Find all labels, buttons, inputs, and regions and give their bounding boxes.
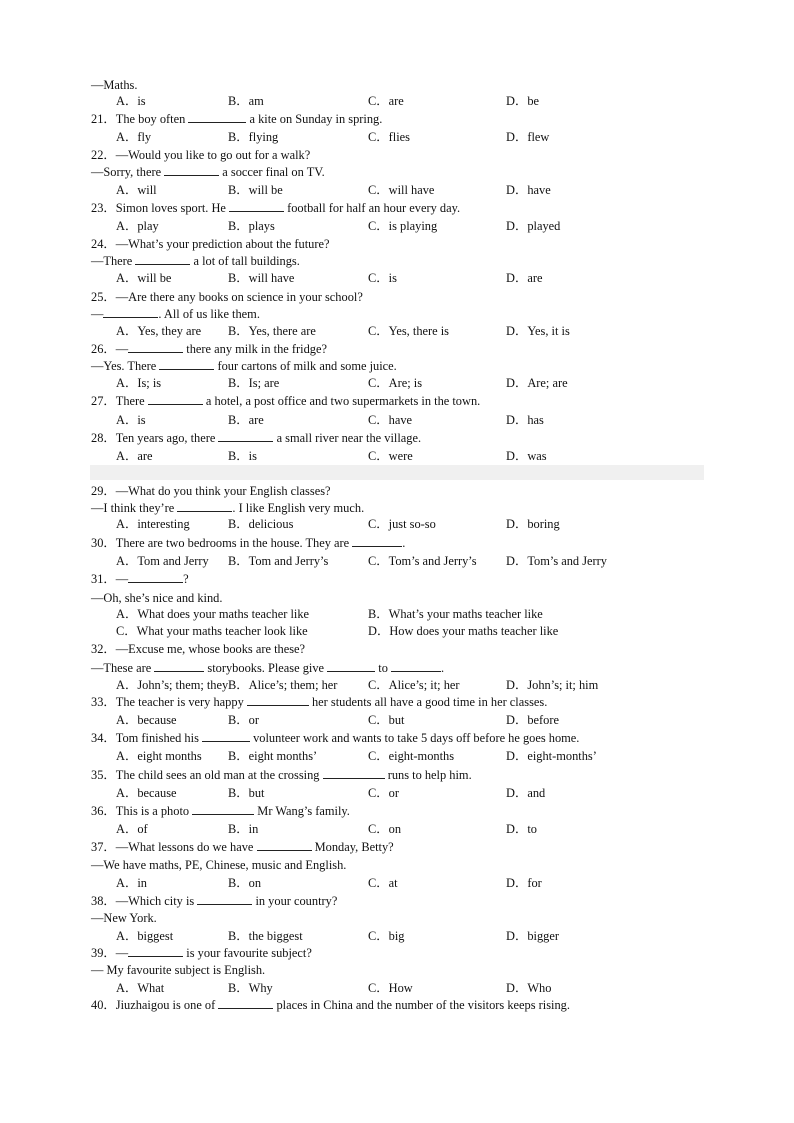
question-text: 24．—What’s your prediction about the future? (91, 237, 330, 251)
question-text: 21．The boy often (91, 112, 189, 126)
question-option: C．will have (368, 183, 435, 197)
question-option: B．will be (228, 183, 283, 197)
question-line (91, 730, 579, 746)
answer-blank (257, 839, 312, 851)
question-option: A．eight months (116, 749, 202, 763)
question-option: D．boring (506, 517, 560, 531)
question-text: 30．There are two bedrooms in the house. They are (91, 536, 353, 550)
question-option: D．has (506, 413, 544, 427)
question-text: — My favourite subject is English. (91, 963, 266, 977)
question-option: D．are (506, 271, 543, 285)
question-line (91, 571, 189, 587)
question-line (91, 341, 327, 357)
question-option: B．plays (228, 219, 275, 233)
question-option: A．are (116, 449, 153, 463)
question-text: 27．There (91, 394, 148, 408)
question-option: B．flying (228, 130, 279, 144)
question-option: D．for (506, 876, 542, 890)
question-option: B．Tom and Jerry’s (228, 554, 329, 568)
question-option: D．was (506, 449, 547, 463)
question-option: D．before (506, 713, 559, 727)
lead-option: D．be (506, 94, 540, 108)
question-text: four cartons of milk and some juice. (214, 359, 397, 373)
question-text: —There (91, 254, 136, 268)
answer-blank (202, 730, 250, 742)
question-text: 36．This is a photo (91, 804, 193, 818)
question-option: A．because (116, 786, 177, 800)
question-option: B．Alice’s; them; her (228, 678, 338, 692)
question-line: —Maths. (91, 78, 138, 92)
answer-blank (128, 341, 183, 353)
question-option: D．Are; are (506, 376, 568, 390)
question-option: C．Alice’s; it; her (368, 678, 460, 692)
question-text: in your country? (252, 894, 338, 908)
answer-blank (103, 306, 158, 318)
question-line (91, 839, 394, 855)
question-option: B．in (228, 822, 259, 836)
question-option: B．the biggest (228, 929, 303, 943)
question-option: A．of (116, 822, 148, 836)
question-option: A．is (116, 413, 146, 427)
section-separator (90, 465, 704, 480)
question-option: D．to (506, 822, 537, 836)
question-line (91, 147, 310, 163)
question-option: C．big (368, 929, 405, 943)
question-text: a small river near the village. (273, 431, 422, 445)
question-text: runs to help him. (384, 768, 472, 782)
question-text: 38．—Which city is (91, 894, 198, 908)
question-text: —New York. (91, 911, 157, 925)
question-option: A．interesting (116, 517, 190, 531)
question-option: A．John’s; them; they (116, 678, 229, 692)
question-option: A．play (116, 219, 159, 233)
question-line (91, 358, 397, 374)
question-text: volunteer work and wants to take 5 days off before he goes home. (250, 731, 580, 745)
question-option: C．What your maths teacher look like (116, 624, 308, 638)
question-text: 29．—What do you think your English classes? (91, 484, 331, 498)
question-text: a lot of tall buildings. (190, 254, 300, 268)
answer-blank (148, 393, 203, 405)
lead-option: B．am (228, 94, 264, 108)
question-option: C．but (368, 713, 405, 727)
question-line (91, 500, 364, 516)
question-option: A．will (116, 183, 157, 197)
question-option: D．Who (506, 981, 552, 995)
question-text: —Yes. There (91, 359, 160, 373)
question-line (91, 236, 329, 252)
question-line (91, 962, 265, 978)
question-option: D．eight-months’ (506, 749, 597, 763)
question-line (91, 857, 346, 873)
question-line (91, 893, 337, 909)
question-line (91, 111, 382, 127)
question-option: C．Yes, there is (368, 324, 450, 338)
answer-blank (218, 997, 273, 1009)
question-option: A．will be (116, 271, 172, 285)
question-option: D．played (506, 219, 561, 233)
question-line (91, 910, 157, 926)
question-text: a hotel, a post office and two supermarkets in the town. (202, 394, 481, 408)
question-option: B．will have (228, 271, 295, 285)
answer-blank (154, 660, 204, 672)
question-line (91, 200, 460, 216)
question-option: C．is (368, 271, 397, 285)
question-option: C．Are; is (368, 376, 423, 390)
question-text: a soccer final on TV. (219, 165, 325, 179)
question-option: A．biggest (116, 929, 174, 943)
question-option: A．What does your maths teacher like (116, 607, 310, 621)
answer-blank (164, 164, 219, 176)
answer-blank (159, 358, 214, 370)
question-line (91, 660, 444, 676)
answer-blank (177, 500, 232, 512)
answer-blank (218, 430, 273, 442)
question-text: 22．—Would you like to go out for a walk? (91, 148, 311, 162)
question-option: B．is (228, 449, 257, 463)
question-option: B．but (228, 786, 265, 800)
question-line (91, 767, 472, 783)
question-line (91, 289, 363, 305)
question-text: —These are (91, 661, 155, 675)
question-line (91, 253, 300, 269)
question-text: . I like English very much. (232, 501, 365, 515)
question-option: C．Tom’s and Jerry’s (368, 554, 477, 568)
question-text: — (91, 307, 104, 321)
question-text: —Oh, she’s nice and kind. (91, 591, 223, 605)
question-option: D．flew (506, 130, 550, 144)
question-option: B．eight months’ (228, 749, 318, 763)
question-text: 39．— (91, 946, 129, 960)
question-option: B．are (228, 413, 264, 427)
question-option: D．Yes, it is (506, 324, 570, 338)
question-text: is your favourite subject? (183, 946, 312, 960)
question-text: Mr Wang’s family. (254, 804, 350, 818)
question-option: B．delicious (228, 517, 294, 531)
question-option: B．What’s your maths teacher like (368, 607, 543, 621)
question-text: —We have maths, PE, Chinese, music and English. (91, 858, 347, 872)
answer-blank (323, 767, 385, 779)
question-option: D．How does your maths teacher like (368, 624, 559, 638)
question-text: 37．—What lessons do we have (91, 840, 257, 854)
answer-blank (247, 694, 309, 706)
answer-blank (352, 535, 402, 547)
question-option: C．How (368, 981, 413, 995)
question-line (91, 306, 260, 322)
question-option: C．is playing (368, 219, 438, 233)
answer-blank (128, 571, 183, 583)
question-option: D．and (506, 786, 546, 800)
question-option: C．eight-months (368, 749, 455, 763)
answer-blank (197, 893, 252, 905)
question-line (91, 535, 405, 551)
question-option: C．were (368, 449, 413, 463)
question-line (91, 641, 305, 657)
question-option: B．Yes, there are (228, 324, 316, 338)
question-option: D．bigger (506, 929, 559, 943)
question-text: 34．Tom finished his (91, 731, 202, 745)
question-text: ? (183, 572, 189, 586)
question-option: D．John’s; it; him (506, 678, 599, 692)
question-text: . All of us like them. (158, 307, 260, 321)
question-option: C．or (368, 786, 399, 800)
question-text: 33．The teacher is very happy (91, 695, 247, 709)
question-text: football for half an hour every day. (284, 201, 461, 215)
question-option: B．on (228, 876, 262, 890)
question-text: 40．Jiuzhaigou is one of (91, 998, 219, 1012)
question-option: A．in (116, 876, 147, 890)
question-text: —I think they’re (91, 501, 178, 515)
question-text: storybooks. Please give (204, 661, 328, 675)
question-text: 28．Ten years ago, there (91, 431, 219, 445)
question-option: D．Tom’s and Jerry (506, 554, 607, 568)
question-option: A．fly (116, 130, 152, 144)
question-line (91, 393, 480, 409)
answer-blank (229, 200, 284, 212)
answer-blank (192, 803, 254, 815)
question-text: . (402, 536, 406, 550)
answer-blank (128, 945, 183, 957)
question-text: 35．The child sees an old man at the crossing (91, 768, 323, 782)
question-option: A．because (116, 713, 177, 727)
question-option: A．What (116, 981, 165, 995)
question-option: A．Tom and Jerry (116, 554, 209, 568)
question-option: C．at (368, 876, 398, 890)
answer-blank (391, 660, 441, 672)
question-option: C．flies (368, 130, 410, 144)
question-option: C．just so-so (368, 517, 436, 531)
question-text: 26．— (91, 342, 129, 356)
question-text: . (441, 661, 445, 675)
question-text: 25．—Are there any books on science in your school? (91, 290, 363, 304)
question-option: A．Is; is (116, 376, 162, 390)
question-text: her students all have a good time in her classes. (308, 695, 548, 709)
lead-option: C．are (368, 94, 404, 108)
question-text: Monday, Betty? (311, 840, 394, 854)
question-line (91, 430, 421, 446)
question-option: B．Is; are (228, 376, 280, 390)
question-option: C．on (368, 822, 402, 836)
question-option: B．Why (228, 981, 273, 995)
question-text: there any milk in the fridge? (183, 342, 327, 356)
question-option: B．or (228, 713, 259, 727)
question-option: C．have (368, 413, 413, 427)
lead-option: A．is (116, 94, 146, 108)
question-text: a kite on Sunday in spring. (246, 112, 383, 126)
question-line (91, 590, 222, 606)
question-line (91, 803, 350, 819)
question-line (91, 164, 325, 180)
answer-blank (135, 253, 190, 265)
question-line (91, 997, 570, 1013)
answer-blank (327, 660, 375, 672)
question-line (91, 694, 547, 710)
question-text: 32．—Excuse me, whose books are these? (91, 642, 306, 656)
question-option: A．Yes, they are (116, 324, 202, 338)
question-text: places in China and the number of the visitors keeps rising. (273, 998, 570, 1012)
question-line (91, 483, 331, 499)
question-text: 31．— (91, 572, 129, 586)
question-text: 23．Simon loves sport. He (91, 201, 230, 215)
answer-blank (188, 111, 246, 123)
question-text: —Sorry, there (91, 165, 165, 179)
question-line (91, 945, 312, 961)
question-text: to (375, 661, 392, 675)
question-option: D．have (506, 183, 551, 197)
